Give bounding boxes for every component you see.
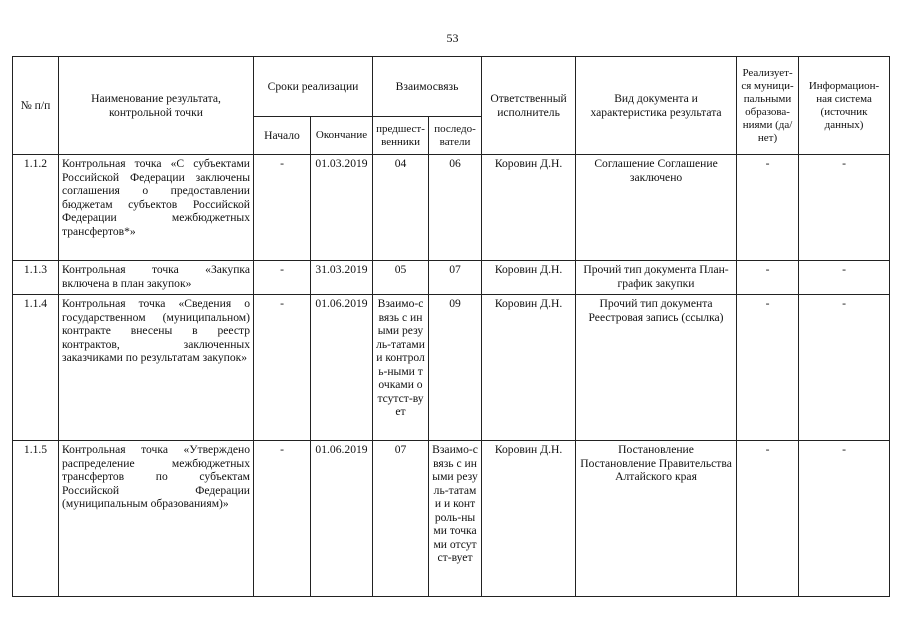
header-pred: предшест-венники [373,117,429,155]
row-succ: 09 [429,295,482,441]
control-points-table [12,56,890,597]
row-name: Контрольная точка «Закупка включена в план закупок» [59,261,254,295]
row-name: Контрольная точка «С субъектами Российской Федерации заключены соглашения о предоставлении бюджетам субъектов Российской Федерации межбюджетных трансфертов*» [59,155,254,261]
row-municipal: - [737,441,799,597]
header-end: Окончание [311,117,373,155]
row-municipal: - [737,261,799,295]
header-responsible: Ответственный исполнитель [482,57,576,155]
row-responsible: Коровин Д.Н. [482,155,576,261]
row-name: Контрольная точка «Утверждено распределение межбюджетных трансфертов по субъектам Российской Федерации (муниципальным образованиям)» [59,441,254,597]
row-succ: 07 [429,261,482,295]
header-terms: Сроки реализации [254,57,373,117]
row-infosys: - [799,295,890,441]
row-end: 01.03.2019 [311,155,373,261]
row-end: 31.03.2019 [311,261,373,295]
row-end: 01.06.2019 [311,295,373,441]
row-doc: Прочий тип документа План-график закупки [576,261,737,295]
header-doc: Вид документа и характеристика результата [576,57,737,155]
row-start: - [254,441,311,597]
table-row [13,155,890,261]
row-name: Контрольная точка «Сведения о государственном (муниципальном) контракте внесены в реестр контрактов, заключенных заказчиками по результатам закупок» [59,295,254,441]
row-start: - [254,261,311,295]
row-start: - [254,295,311,441]
row-end: 01.06.2019 [311,441,373,597]
row-infosys: - [799,155,890,261]
table-row [13,261,890,295]
row-municipal: - [737,295,799,441]
row-num: 1.1.3 [13,261,59,295]
row-pred: Взаимо-связь с иными резуль-татами и контроль-ными точками отсутст-вует [373,295,429,441]
table-row [13,295,890,441]
header-name: Наименование результата, контрольной точки [59,57,254,155]
row-municipal: - [737,155,799,261]
row-start: - [254,155,311,261]
row-doc: Постановление Постановление Правительства Алтайского края [576,441,737,597]
header-municipal: Реализует-ся муници-пальными образова-ниями (да/нет) [737,57,799,155]
row-succ: 06 [429,155,482,261]
row-doc: Прочий тип документа Реестровая запись (ссылка) [576,295,737,441]
row-infosys: - [799,441,890,597]
table-row [13,441,890,597]
header-link: Взаимосвязь [373,57,482,117]
row-responsible: Коровин Д.Н. [482,261,576,295]
row-num: 1.1.5 [13,441,59,597]
row-doc: Соглашение Соглашение заключено [576,155,737,261]
row-responsible: Коровин Д.Н. [482,295,576,441]
row-num: 1.1.4 [13,295,59,441]
row-pred: 05 [373,261,429,295]
header-num: № п/п [13,57,59,155]
row-succ: Взаимо-связь с иными резуль-татами и контроль-ными точками отсутст-вует [429,441,482,597]
row-responsible: Коровин Д.Н. [482,441,576,597]
header-infosys: Информацион-ная система (источник данных) [799,57,890,155]
page-number: 53 [446,31,459,45]
row-num: 1.1.2 [13,155,59,261]
row-infosys: - [799,261,890,295]
header-start: Начало [254,117,311,155]
row-pred: 07 [373,441,429,597]
header-succ: последо-ватели [429,117,482,155]
row-pred: 04 [373,155,429,261]
